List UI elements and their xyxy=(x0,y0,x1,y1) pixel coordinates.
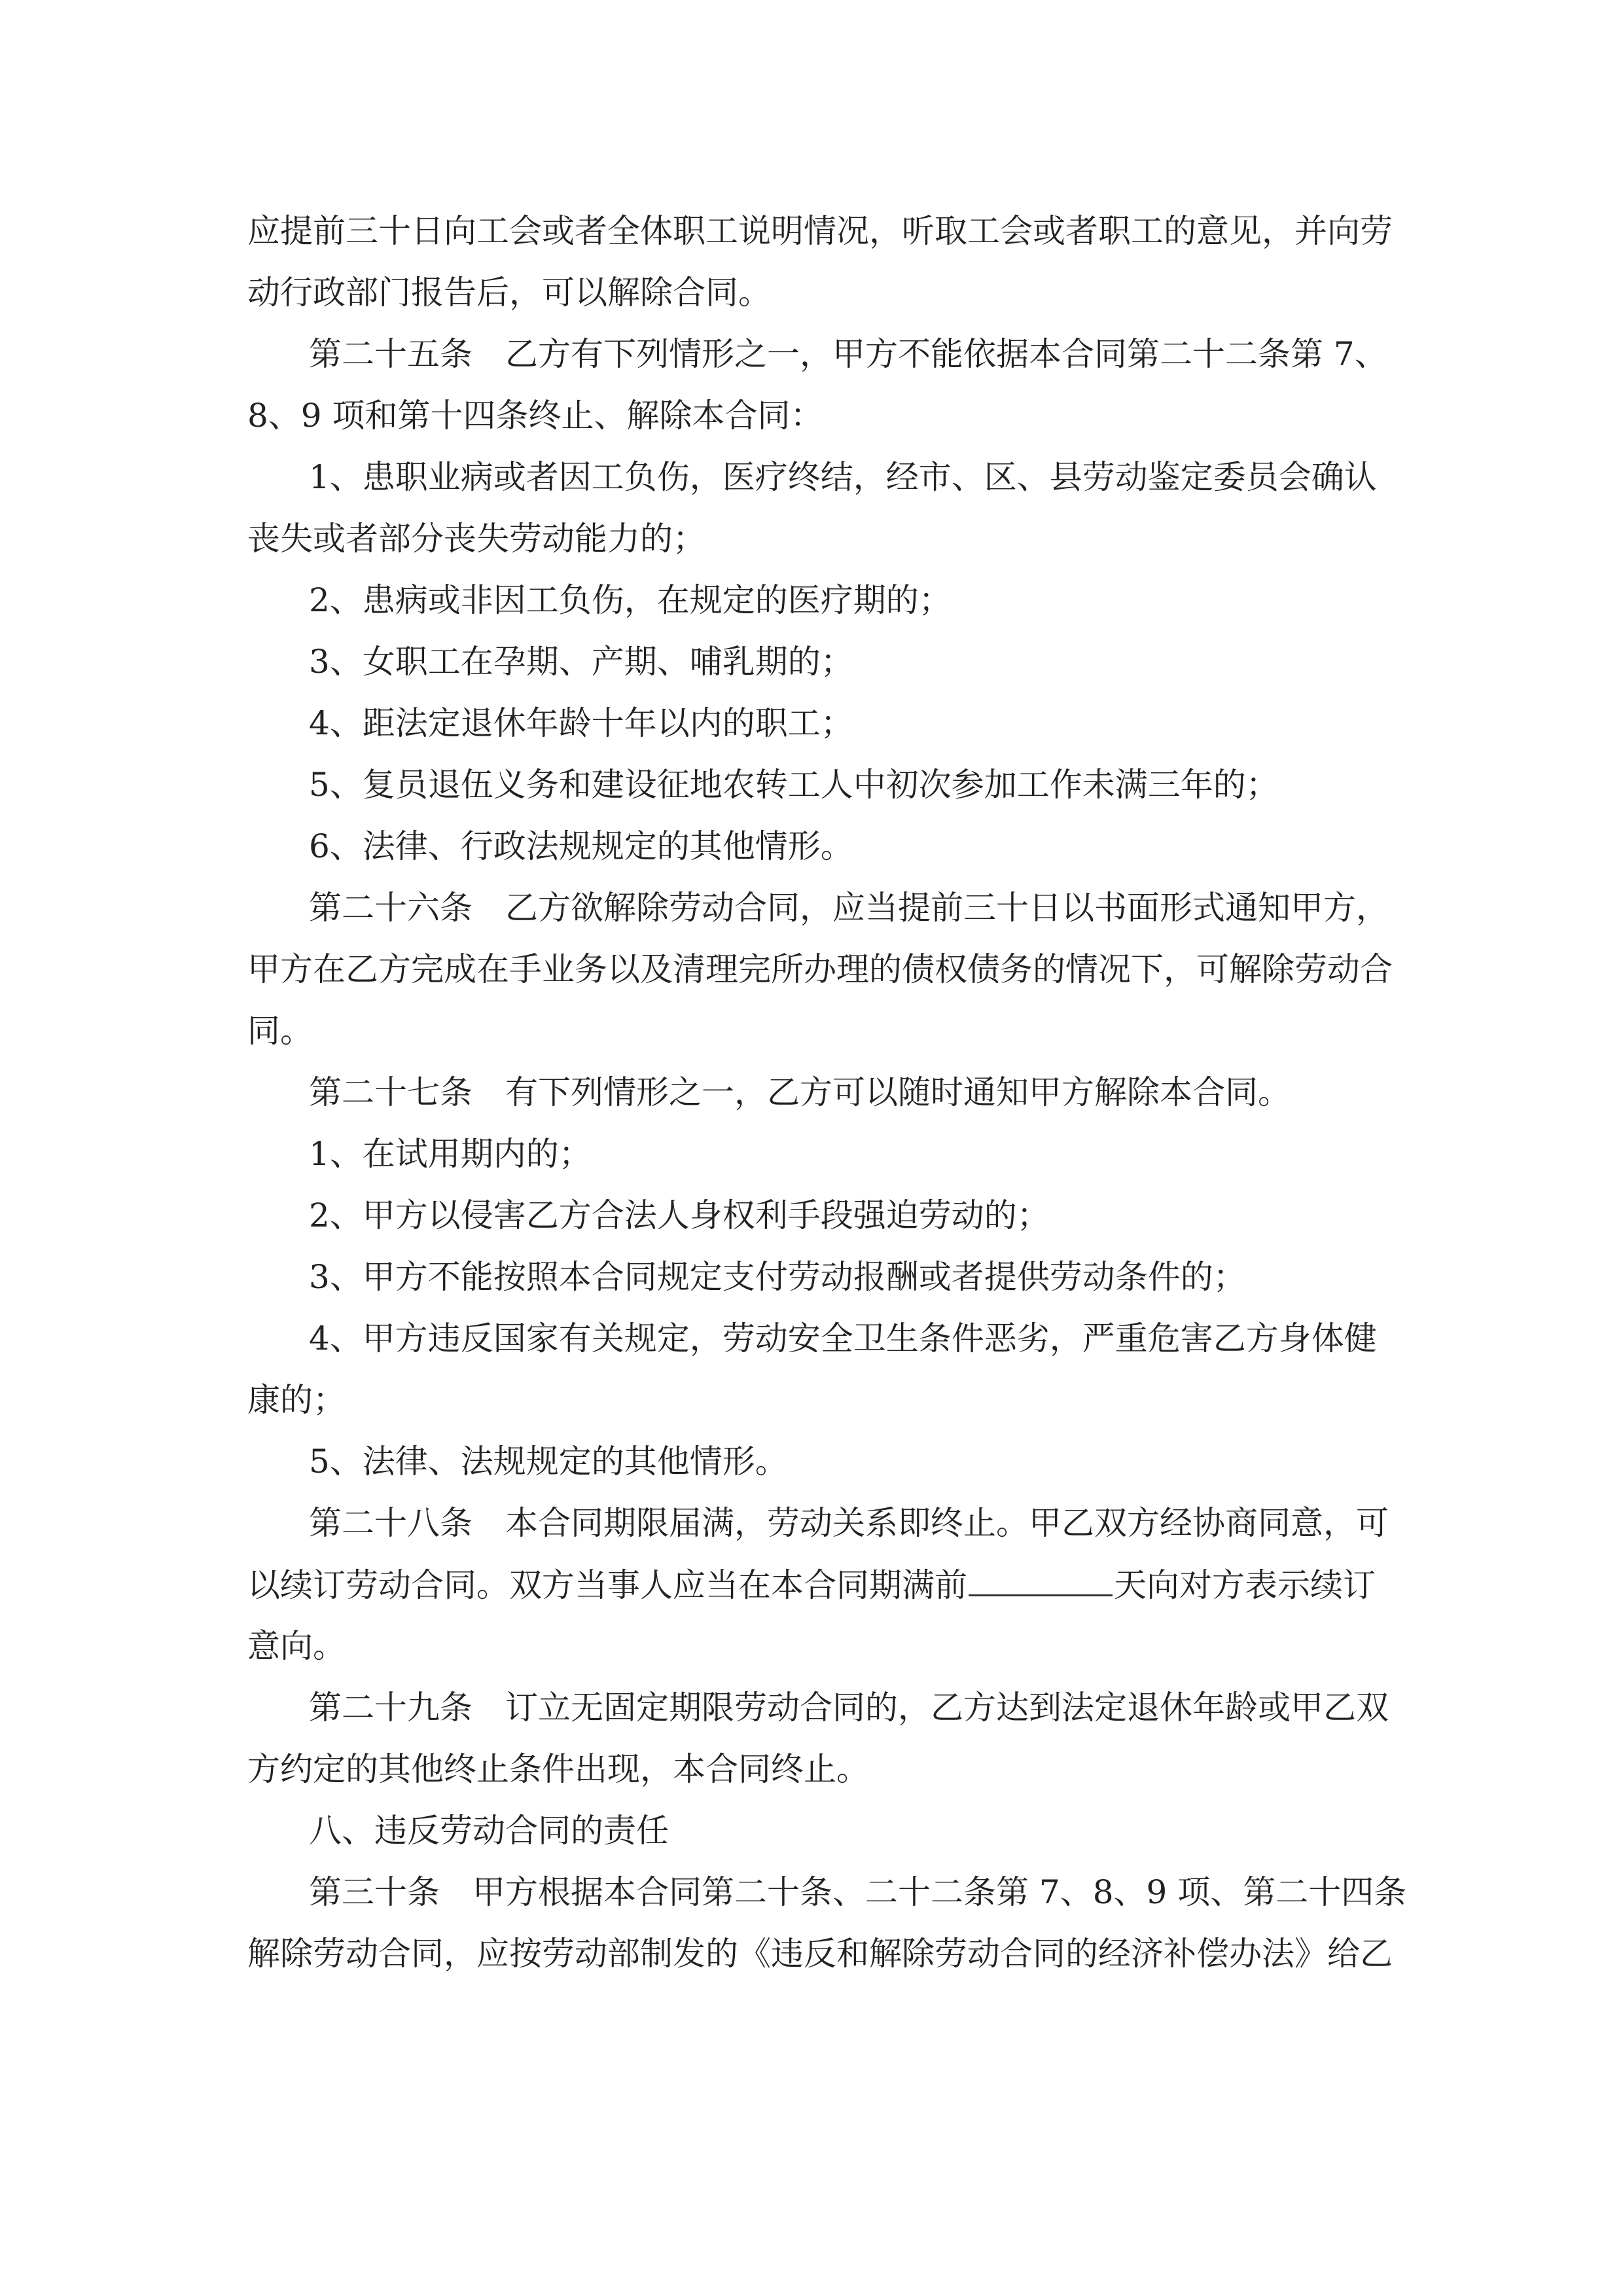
text-line: 丧失或者部分丧失劳动能力的； xyxy=(247,520,705,558)
text-line: 意向。 xyxy=(247,1627,346,1665)
section-heading: 八、违反劳动合同的责任 xyxy=(309,1812,669,1850)
list-item: 4、距法定退休年龄十年以内的职工； xyxy=(309,704,853,742)
text-line: 应提前三十日向工会或者全体职工说明情况，听取工会或者职工的意见，并向劳 xyxy=(247,212,1393,250)
list-item: 1、在试用期内的； xyxy=(309,1135,592,1173)
list-item: 2、患病或非因工负伤，在规定的医疗期的； xyxy=(309,581,952,619)
article-26-heading: 第二十六条 乙方欲解除劳动合同，应当提前三十日以书面形式通知甲方， xyxy=(309,889,1389,927)
text-line: 动行政部门报告后，可以解除合同。 xyxy=(247,274,771,312)
article-28-heading: 第二十八条 本合同期限届满，劳动关系即终止。甲乙双方经协商同意，可 xyxy=(309,1504,1389,1542)
list-item: 6、法律、行政法规规定的其他情形。 xyxy=(309,827,853,865)
text-line: 康的； xyxy=(247,1381,346,1419)
list-item: 3、女职工在孕期、产期、哺乳期的； xyxy=(309,643,853,681)
list-item: 3、甲方不能按照本合同规定支付劳动报酬或者提供劳动条件的； xyxy=(309,1258,1246,1296)
text-line: 方约定的其他终止条件出现，本合同终止。 xyxy=(247,1750,869,1788)
list-item: 4、甲方违反国家有关规定，劳动安全卫生条件恶劣，严重危害乙方身体健 xyxy=(309,1319,1377,1357)
text-line-with-blank xyxy=(247,1562,1386,1607)
article-29-heading: 第二十九条 订立无固定期限劳动合同的，乙方达到法定退休年龄或甲乙双 xyxy=(309,1689,1389,1727)
list-item: 5、复员退伍义务和建设征地农转工人中初次参加工作未满三年的； xyxy=(309,766,1279,804)
list-item: 5、法律、法规规定的其他情形。 xyxy=(309,1443,788,1480)
fill-in-blank[interactable] xyxy=(969,1562,1113,1596)
text-line: 8、9 项和第十四条终止、解除本合同： xyxy=(247,397,823,435)
text-line: 甲方在乙方完成在手业务以及清理完所办理的债权债务的情况下，可解除劳动合 xyxy=(247,950,1393,988)
text-line: 解除劳动合同，应按劳动部制发的《违反和解除劳动合同的经济补偿办法》给乙 xyxy=(247,1935,1393,1973)
article-27-heading: 第二十七条 有下列情形之一，乙方可以随时通知甲方解除本合同。 xyxy=(309,1073,1291,1111)
text-segment: 以续订劳动合同。双方当事人应当在本合同期满前 xyxy=(247,1566,967,1604)
text-segment: 天向对方表示续订 xyxy=(1114,1566,1376,1604)
article-30-heading: 第三十条 甲方根据本合同第二十条、二十二条第 7、8、9 项、第二十四条 xyxy=(309,1873,1407,1911)
article-25-heading: 第二十五条 乙方有下列情形之一，甲方不能依据本合同第二十二条第 7、 xyxy=(309,335,1387,373)
list-item: 2、甲方以侵害乙方合法人身权利手段强迫劳动的； xyxy=(309,1196,1050,1234)
text-line: 同。 xyxy=(247,1012,313,1050)
list-item: 1、患职业病或者因工负伤，医疗终结，经市、区、县劳动鉴定委员会确认 xyxy=(309,458,1377,496)
